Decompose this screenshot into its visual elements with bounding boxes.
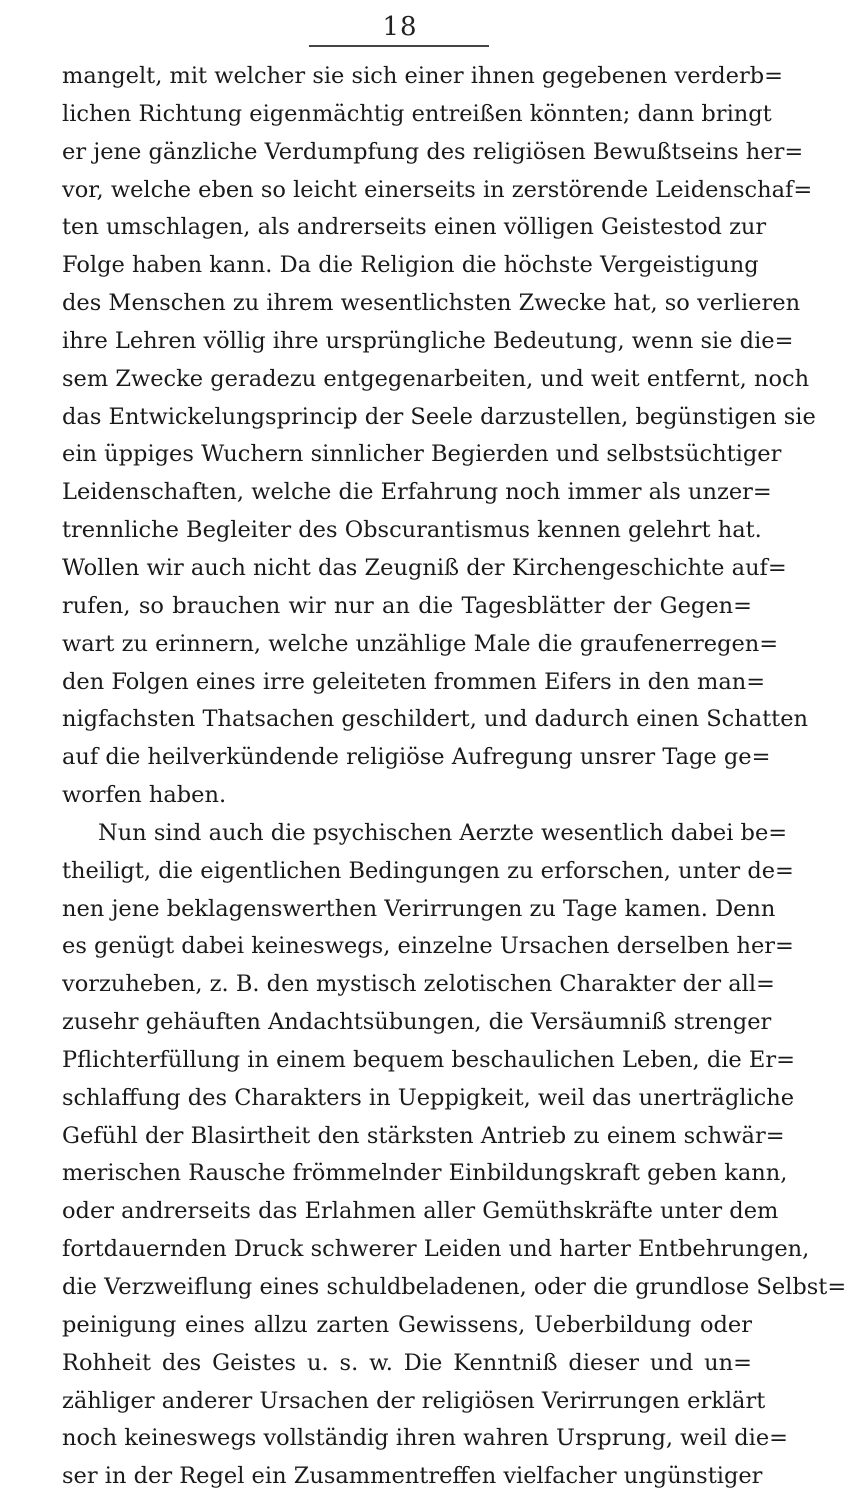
text-line: ten umschlagen, als andrerseits einen völligen Geistestod zur [62, 214, 767, 241]
text-line: den Folgen eines irre geleiteten frommen Eifers in den man= [62, 668, 766, 695]
text-line: er jene gänzliche Verdumpfung des religiösen Bewußtseins her= [62, 138, 804, 165]
text-line: fortdauernden Druck schwerer Leiden und harter Entbehrungen, [62, 1236, 810, 1263]
text-line: trennliche Begleiter des Obscurantismus kennen gelehrt hat. [62, 517, 762, 544]
text-line: Folge haben kann. Da die Religion die höchste Vergeistigung [62, 252, 759, 279]
text-line: die Verzweiflung eines schuldbeladenen, oder die grundlose Selbst= [62, 1274, 846, 1300]
text-line: des Menschen zu ihrem wesentlichsten Zwecke hat, so verlieren [62, 290, 801, 317]
text-line: peinigung eines allzu zarten Gewissens, Ueberbildung oder [62, 1311, 752, 1338]
text-line: Pflichterfüllung in einem bequem beschaulichen Leben, die Er= [62, 1046, 795, 1073]
text-line: Leidenschaften, welche die Erfahrung noch immer als unzer= [62, 479, 772, 506]
text-line: Gefühl der Blasirtheit den stärksten Antrieb zu einem schwär= [62, 1122, 785, 1149]
text-line: zähliger anderer Ursachen der religiösen Verirrungen erklärt [62, 1387, 766, 1414]
text-line: lichen Richtung eigenmächtig entreißen könnten; dann bringt [62, 100, 772, 127]
header-rule [309, 45, 489, 47]
text-line: Rohheit des Geistes u. s. w. Die Kenntniß dieser und un= [62, 1349, 752, 1376]
text-line: vorzuheben, z. B. den mystisch zelotischen Charakter der all= [62, 971, 775, 998]
text-line: es genügt dabei keineswegs, einzelne Ursachen derselben her= [62, 933, 794, 960]
text-line: merischen Rausche frömmelnder Einbildungskraft geben kann, [62, 1160, 788, 1187]
text-line: rufen, so brauchen wir nur an die Tagesblätter der Gegen= [62, 592, 752, 619]
text-line: das Entwickelungsprincip der Seele darzustellen, begünstigen sie [62, 403, 816, 430]
text-line: wart zu erinnern, welche unzählige Male die graufenerregen= [62, 630, 779, 657]
text-line: schlaffung des Charakters in Ueppigkeit, weil das unerträgliche [62, 1084, 795, 1111]
text-line: mangelt, mit welcher sie sich einer ihnen gegebenen verderb= [62, 63, 783, 89]
page-number: 18 [382, 12, 418, 42]
text-line: auf die heilverkündende religiöse Aufregung unsrer Tage ge= [62, 744, 771, 771]
paragraph-start-line: Nun sind auch die psychischen Aerzte wesentlich dabei be= [98, 819, 788, 846]
text-line: sem Zwecke geradezu entgegenarbeiten, und weit entfernt, noch [62, 365, 810, 392]
text-line: theiligt, die eigentlichen Bedingungen zu erforschen, unter de= [62, 857, 794, 884]
text-line: nigfachsten Thatsachen geschildert, und dadurch einen Schatten [62, 706, 809, 733]
text-line: vor, welche eben so leicht einerseits in zerstörende Leidenschaf= [62, 176, 813, 203]
text-line: oder andrerseits das Erlahmen aller Gemüthskräfte unter dem [62, 1198, 779, 1225]
text-line: ihre Lehren völlig ihre ursprüngliche Bedeutung, wenn sie die= [62, 327, 794, 354]
body-text [62, 58, 846, 1496]
text-line: nen jene beklagenswerthen Verirrungen zu Tage kamen. Denn [62, 895, 776, 922]
text-line: noch keineswegs vollständig ihren wahren Ursprung, weil die= [62, 1425, 789, 1452]
text-line: zusehr gehäuften Andachtsübungen, die Versäumniß strenger [62, 1009, 772, 1036]
paragraph-end-line: worfen haben. [62, 782, 227, 809]
text-line: Wollen wir auch nicht das Zeugniß der Kirchengeschichte auf= [62, 554, 787, 581]
text-line: ein üppiges Wuchern sinnlicher Begierden und selbstsüchtiger [62, 441, 782, 468]
text-line: ser in der Regel ein Zusammentreffen vielfacher ungünstiger [62, 1463, 763, 1490]
